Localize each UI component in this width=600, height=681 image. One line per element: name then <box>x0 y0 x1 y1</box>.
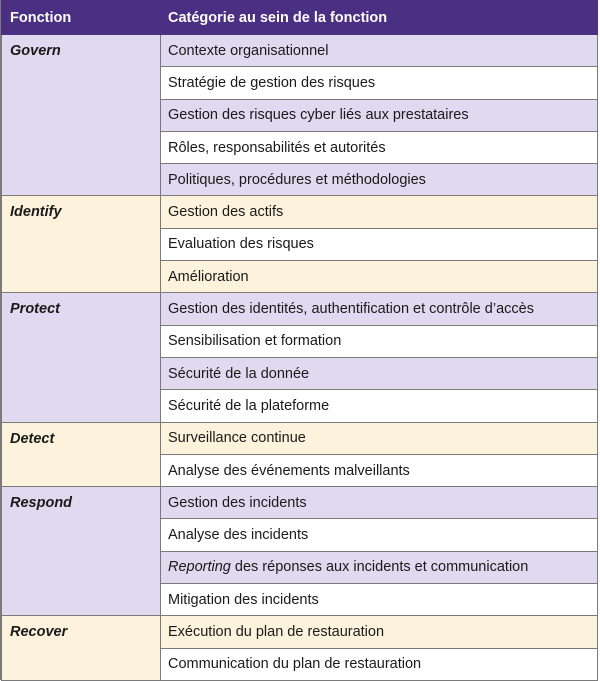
category-cell: Sécurité de la plateforme <box>161 390 598 422</box>
category-cell: Communication du plan de restauration <box>161 648 598 680</box>
nist-csf-table <box>1 0 598 681</box>
table-row <box>2 422 598 454</box>
category-cell: Mitigation des incidents <box>161 584 598 616</box>
table-row <box>2 487 598 519</box>
function-cell-detect: Detect <box>2 422 161 487</box>
function-cell-recover: Recover <box>2 616 161 681</box>
category-cell <box>161 551 598 583</box>
table-body <box>2 35 598 681</box>
category-cell: Gestion des incidents <box>161 487 598 519</box>
category-cell: Amélioration <box>161 261 598 293</box>
category-cell: Gestion des identités, authentification et contrôle d’accès <box>161 293 598 325</box>
table-row <box>2 616 598 648</box>
category-cell: Analyse des événements malveillants <box>161 454 598 486</box>
category-cell: Rôles, responsabilités et autorités <box>161 131 598 163</box>
category-cell: Gestion des risques cyber liés aux prestataires <box>161 99 598 131</box>
category-cell: Contexte organisationnel <box>161 35 598 67</box>
header-row <box>2 1 598 35</box>
category-italic-term: Reporting <box>168 559 231 576</box>
table-row <box>2 35 598 67</box>
category-cell: Gestion des actifs <box>161 196 598 228</box>
header-fonction: Fonction <box>2 1 161 35</box>
header-categorie: Catégorie au sein de la fonction <box>161 1 598 35</box>
category-cell: Exécution du plan de restauration <box>161 616 598 648</box>
category-text: des réponses aux incidents et communication <box>230 559 529 576</box>
category-cell: Evaluation des risques <box>161 228 598 260</box>
category-cell: Stratégie de gestion des risques <box>161 67 598 99</box>
category-cell: Sensibilisation et formation <box>161 325 598 357</box>
function-cell-respond: Respond <box>2 487 161 616</box>
function-cell-identify: Identify <box>2 196 161 293</box>
table-row <box>2 196 598 228</box>
function-cell-protect: Protect <box>2 293 161 422</box>
category-cell: Politiques, procédures et méthodologies <box>161 164 598 196</box>
category-cell: Analyse des incidents <box>161 519 598 551</box>
table-row <box>2 293 598 325</box>
function-cell-govern: Govern <box>2 35 161 196</box>
category-cell: Surveillance continue <box>161 422 598 454</box>
category-cell: Sécurité de la donnée <box>161 357 598 389</box>
